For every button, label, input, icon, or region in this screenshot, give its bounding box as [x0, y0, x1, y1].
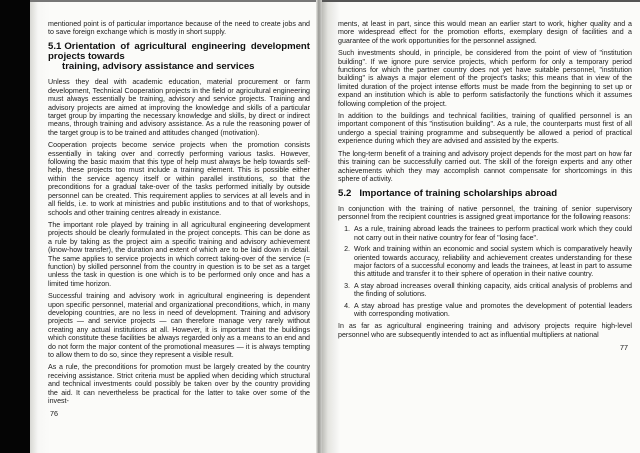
section-title-line2: training, advisory assistance and services	[62, 61, 255, 73]
section-heading-5-2	[338, 189, 632, 199]
reason-item: 2. Work and training within an economic and social system which is comparatively heavily oriented towards accuracy, reliability and achievement creates understanding for these major factors of a successful economy and leads the trainees, at least in part to assume this attitude and transfer it to their sphere of operation in their native country.	[352, 245, 632, 279]
page-number: 77	[620, 343, 628, 353]
book-edge-shadow	[0, 0, 30, 453]
paragraph: The important role played by training in all agricultural engineering development projects should be clearly formulated in the project concepts. This can be done as a rule by taking as the project aim a specific training and advisory achievement (know-how transfer), the duration and extent of which are to be laid down in detail. The same applies to service projects in which correct taking-over of the service (= function) by skilled personnel from the country in question is to be set as a target unless the task in question is one which is to be performed only once and has a limited time horizon.	[48, 220, 310, 288]
closing-paragraph: In as far as agricultural engineering training and advisory projects require high-level personnel who are subsequently intended to act as influential multipliers at national	[338, 322, 632, 339]
reason-item: 4. A stay abroad has prestige value and promotes the development of potential leaders with corresponding motivation.	[352, 302, 632, 319]
reason-item: 1. As a rule, training abroad leads the trainees to perform practical work which they could not carry out in their native country for fear of "losing face".	[352, 225, 632, 242]
paragraph: In addition to the buildings and technical facilities, training of qualified personnel is an important component of this "instisution building". As a rule, the counterparts must first of all undergo a special training programme and subsequently be allowed a period of practical experience during which they are advised and assisted by the experts.	[338, 112, 632, 146]
section-number: 5.1	[48, 40, 62, 52]
paragraph: The long-term benefit of a training and advisory project depends for the most part on how far this training can be successfully carried out. The skill of the foreign experts and any other achievements which they may accomplish cannot compensate for shortcomings in this sphere of activity.	[338, 149, 632, 183]
section-intro: In conjunction with the training of native personnel, the training of senior supervisory personnel from the recipient countries is assigned great importance for the following reasons:	[338, 204, 632, 221]
left-page	[30, 0, 316, 453]
section-title-line1: Orientation of agricultural engineering development projects towards	[48, 40, 310, 63]
section-heading-5-1	[48, 42, 310, 73]
right-page-content	[338, 20, 632, 339]
page-number: 76	[50, 409, 58, 419]
reasons-list	[338, 225, 632, 318]
section-number: 5.2	[338, 188, 352, 200]
paragraph: Cooperation projects become service projects when the promotion consists essentially in taking over and correctly performing various tasks. However, following the basic maxim that this type of help must always be help towards self-help, these projects too must include a training element. This is possible either within the service agency itself or within parallel institutions, so that the preconditions for a gradual take-over of the tasks performed initially by outside personnel can be created. This requirement applies to services at all levels and in all fields, i.e. to work at ministries and public institutions and to that of workshops, schools and other training centres already in existance.	[48, 141, 310, 217]
left-page-content	[48, 20, 310, 405]
paragraph: ments, at least in part, since this would mean an earlier start to work, higher quality and a more widespread effect for the promotion efforts, exemplary design of facilities and a guarantee of the work opportunities for the personnel assigned.	[338, 20, 632, 45]
section-title: Importance of training scholarships abroad	[359, 188, 558, 200]
reason-item: 3. A stay abroad increases overall thinking capacity, aids critical analysis of problems and the finding of solutions.	[352, 282, 632, 299]
paragraph: As a rule, the preconditions for promotion must be largely created by the country receiving assistance. Strict criteria must be applied when deciding which structural and technical investments could possibly be taken over by the country providing the aid. It can nevertheless be practical for the latter to take over some of the invest-	[48, 363, 310, 406]
paragraph: Such investments should, in principle, be considered from the point of view of "institution building". If we ignore pure service projects, which perform for only a temporary period functions for which the partner country does not yet have suitable personnel, "institution building" is always a major element of the project's tasks; this means that in view of the limited duration of the project intense efforts must be made from the beginning to set up or expand an institution which is able to perform satisfactorily the functions which it assumes following completion of the project.	[338, 49, 632, 108]
right-page	[322, 0, 640, 453]
paragraph: Unless they deal with academic education, material procurement or farm development, Technical Cooperation projects in the field or agricultural engineering must always essentially be training, advisory and service projects. Training and advisory projects are aimed at improving the knowledge and skills of a particular target group by imparting the necessary knowledge and skills, by direct or indirect means, through training and advisory assistance. As a rule the reasoning power of the target group is to be trained and attitudes changed (motivation).	[48, 78, 310, 137]
paragraph: Successful training and advisory work in agricultural engineering is dependent upon specific personnel, material and organizational preconditions, which, in many developing countries, are no less in need of development. Training and advisory projects — and service projects — can therefore manage very rarely without creating any actual institutions at all. However, it is important that the buildings which constitute these facilities be always regarded only as a means to an end and do not form the major content of the promotional measures — it is always tempting to allow them to do so, since they represent a visible result.	[48, 292, 310, 360]
intro-paragraph: mentioned point is of particular importance because of the need to create jobs and to save foreign exchange which is mostly in short supply.	[48, 20, 310, 37]
